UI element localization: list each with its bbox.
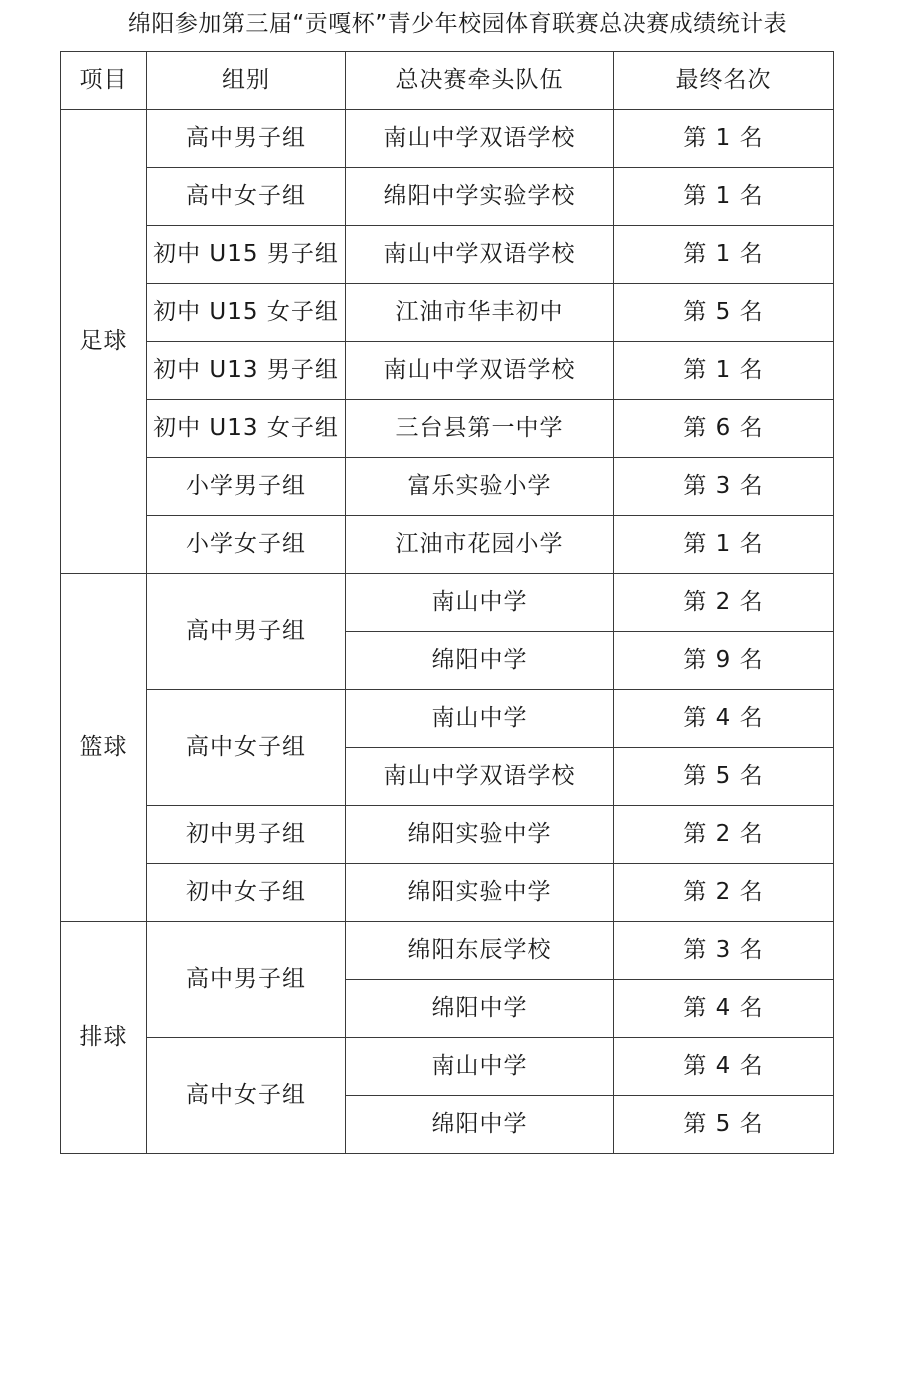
sport-basketball: 篮球	[61, 574, 147, 922]
group-cell: 高中男子组	[147, 574, 346, 690]
rank-cell: 第 4 名	[614, 690, 834, 748]
table-row	[61, 110, 834, 168]
header-row	[61, 52, 834, 110]
group-cell: 高中男子组	[147, 922, 346, 1038]
group-cell: 初中男子组	[147, 806, 346, 864]
rank-cell: 第 6 名	[614, 400, 834, 458]
rank-cell: 第 4 名	[614, 1038, 834, 1096]
team-cell: 江油市华丰初中	[346, 284, 614, 342]
table-row	[61, 922, 834, 980]
table-row	[61, 690, 834, 748]
table-row	[61, 574, 834, 632]
table-row	[61, 516, 834, 574]
rank-cell: 第 4 名	[614, 980, 834, 1038]
team-cell: 绵阳中学	[346, 1096, 614, 1154]
rank-cell: 第 9 名	[614, 632, 834, 690]
group-cell: 初中 U15 女子组	[147, 284, 346, 342]
rank-cell: 第 5 名	[614, 748, 834, 806]
rank-cell: 第 1 名	[614, 110, 834, 168]
team-cell: 绵阳实验中学	[346, 864, 614, 922]
rank-cell: 第 5 名	[614, 284, 834, 342]
team-cell: 三台县第一中学	[346, 400, 614, 458]
team-cell: 绵阳中学	[346, 980, 614, 1038]
group-cell: 高中女子组	[147, 168, 346, 226]
rank-cell: 第 3 名	[614, 922, 834, 980]
header-team: 总决赛牵头队伍	[346, 52, 614, 110]
rank-cell: 第 1 名	[614, 168, 834, 226]
group-cell: 高中女子组	[147, 1038, 346, 1154]
rank-cell: 第 3 名	[614, 458, 834, 516]
header-project: 项目	[61, 52, 147, 110]
group-cell: 初中 U13 女子组	[147, 400, 346, 458]
group-cell: 小学男子组	[147, 458, 346, 516]
team-cell: 南山中学双语学校	[346, 226, 614, 284]
team-cell: 南山中学双语学校	[346, 110, 614, 168]
group-cell: 初中 U13 男子组	[147, 342, 346, 400]
team-cell: 南山中学	[346, 1038, 614, 1096]
rank-cell: 第 1 名	[614, 226, 834, 284]
rank-cell: 第 1 名	[614, 342, 834, 400]
group-cell: 小学女子组	[147, 516, 346, 574]
team-cell: 南山中学双语学校	[346, 342, 614, 400]
results-table	[60, 51, 834, 1154]
table-row	[61, 1038, 834, 1096]
rank-cell: 第 1 名	[614, 516, 834, 574]
group-cell: 高中女子组	[147, 690, 346, 806]
rank-cell: 第 2 名	[614, 864, 834, 922]
table-row	[61, 458, 834, 516]
group-cell: 高中男子组	[147, 110, 346, 168]
team-cell: 江油市花园小学	[346, 516, 614, 574]
rank-cell: 第 5 名	[614, 1096, 834, 1154]
team-cell: 南山中学双语学校	[346, 748, 614, 806]
table-row	[61, 168, 834, 226]
header-group: 组别	[147, 52, 346, 110]
document-title: 绵阳参加第三届“贡嘎杯”青少年校园体育联赛总决赛成绩统计表	[127, 11, 788, 37]
team-cell: 富乐实验小学	[346, 458, 614, 516]
rank-cell: 第 2 名	[614, 806, 834, 864]
sport-football: 足球	[61, 110, 147, 574]
header-rank: 最终名次	[614, 52, 834, 110]
team-cell: 南山中学	[346, 574, 614, 632]
team-cell: 南山中学	[346, 690, 614, 748]
table-row	[61, 806, 834, 864]
team-cell: 绵阳中学实验学校	[346, 168, 614, 226]
group-cell: 初中 U15 男子组	[147, 226, 346, 284]
rank-cell: 第 2 名	[614, 574, 834, 632]
table-row	[61, 864, 834, 922]
sport-volleyball: 排球	[61, 922, 147, 1154]
team-cell: 绵阳实验中学	[346, 806, 614, 864]
team-cell: 绵阳中学	[346, 632, 614, 690]
group-cell: 初中女子组	[147, 864, 346, 922]
team-cell: 绵阳东辰学校	[346, 922, 614, 980]
